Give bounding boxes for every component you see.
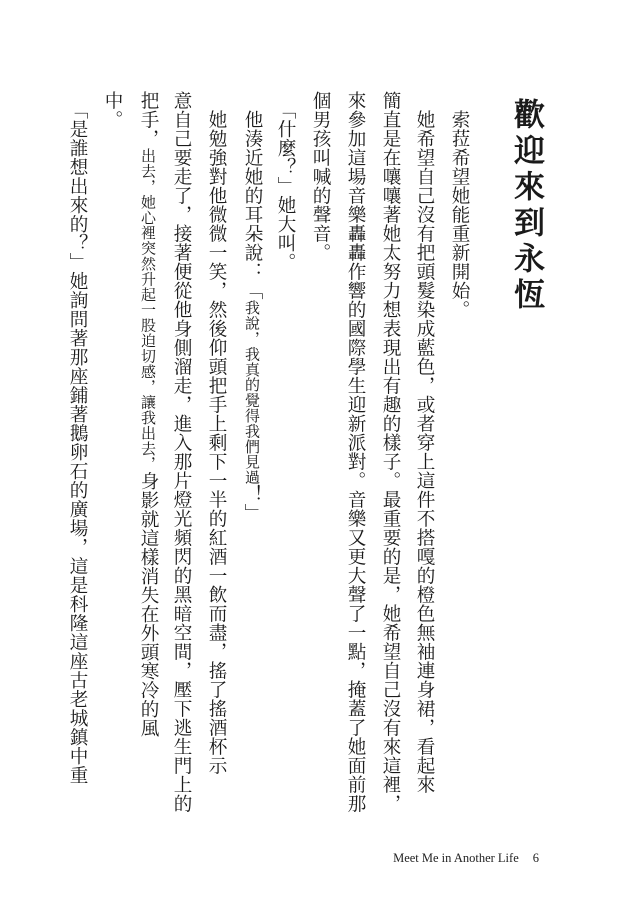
text-column-9: 意自己要走了，接著便從他身側溜走，進入那片燈光頻閃的黑暗空間，壓下逃生門上的 [171,91,192,813]
text-column-10-lead: 把手， [138,91,159,148]
running-title: Meet Me in Another Life [393,851,519,865]
text-column-10-rest: 身影就這樣消失在外頭寒冷的風 [138,471,159,738]
text-column-7 [237,91,267,791]
text-column-6: 「什麼？」她大叫。 [275,91,296,272]
page-number: 6 [532,851,539,865]
inner-thought: 出去，她心裡突然升起一股迫切感，讓我出去， [139,148,157,472]
text-column-3: 簡直是在嚷嚷著她太努力想表現出有趣的樣子。最重要的是，她希望自己沒有來這裡， [380,91,401,813]
text-column-1: 索菈希望她能重新開始。 [449,91,470,319]
quote-close: ！」 [242,484,263,523]
text-column-4: 來參加這場音樂轟轟作響的國際學生迎新派對。音樂又更大聲了一點，掩蓋了她面前那 [345,91,366,813]
text-column-8: 她勉強對他微微一笑，然後仰頭把手上剩下一半的紅酒一飲而盡，搖了搖酒杯示 [206,91,227,775]
text-column-5: 個男孩叫喊的聲音。 [310,91,331,262]
whispered-quote: 我說，我真的覺得我們見過 [243,300,261,485]
text-column-2: 她希望自己沒有把頭髮染成藍色，或者穿上這件不搭嘎的橙色無袖連身裙，看起來 [414,91,435,794]
quote-open: 「 [242,281,263,300]
text-column-11: 中。 [102,91,123,129]
text-column-10 [133,91,163,791]
page-footer [393,851,539,866]
chapter-title: 歡迎來到永恆 [508,98,544,314]
text-column-12: 「是誰想出來的？」她詢問著那座鋪著鵝卵石的廣場，這是科隆這座古老城鎮中重 [67,91,88,785]
text-column-7-lead: 他湊近她的耳朵說： [242,91,263,281]
